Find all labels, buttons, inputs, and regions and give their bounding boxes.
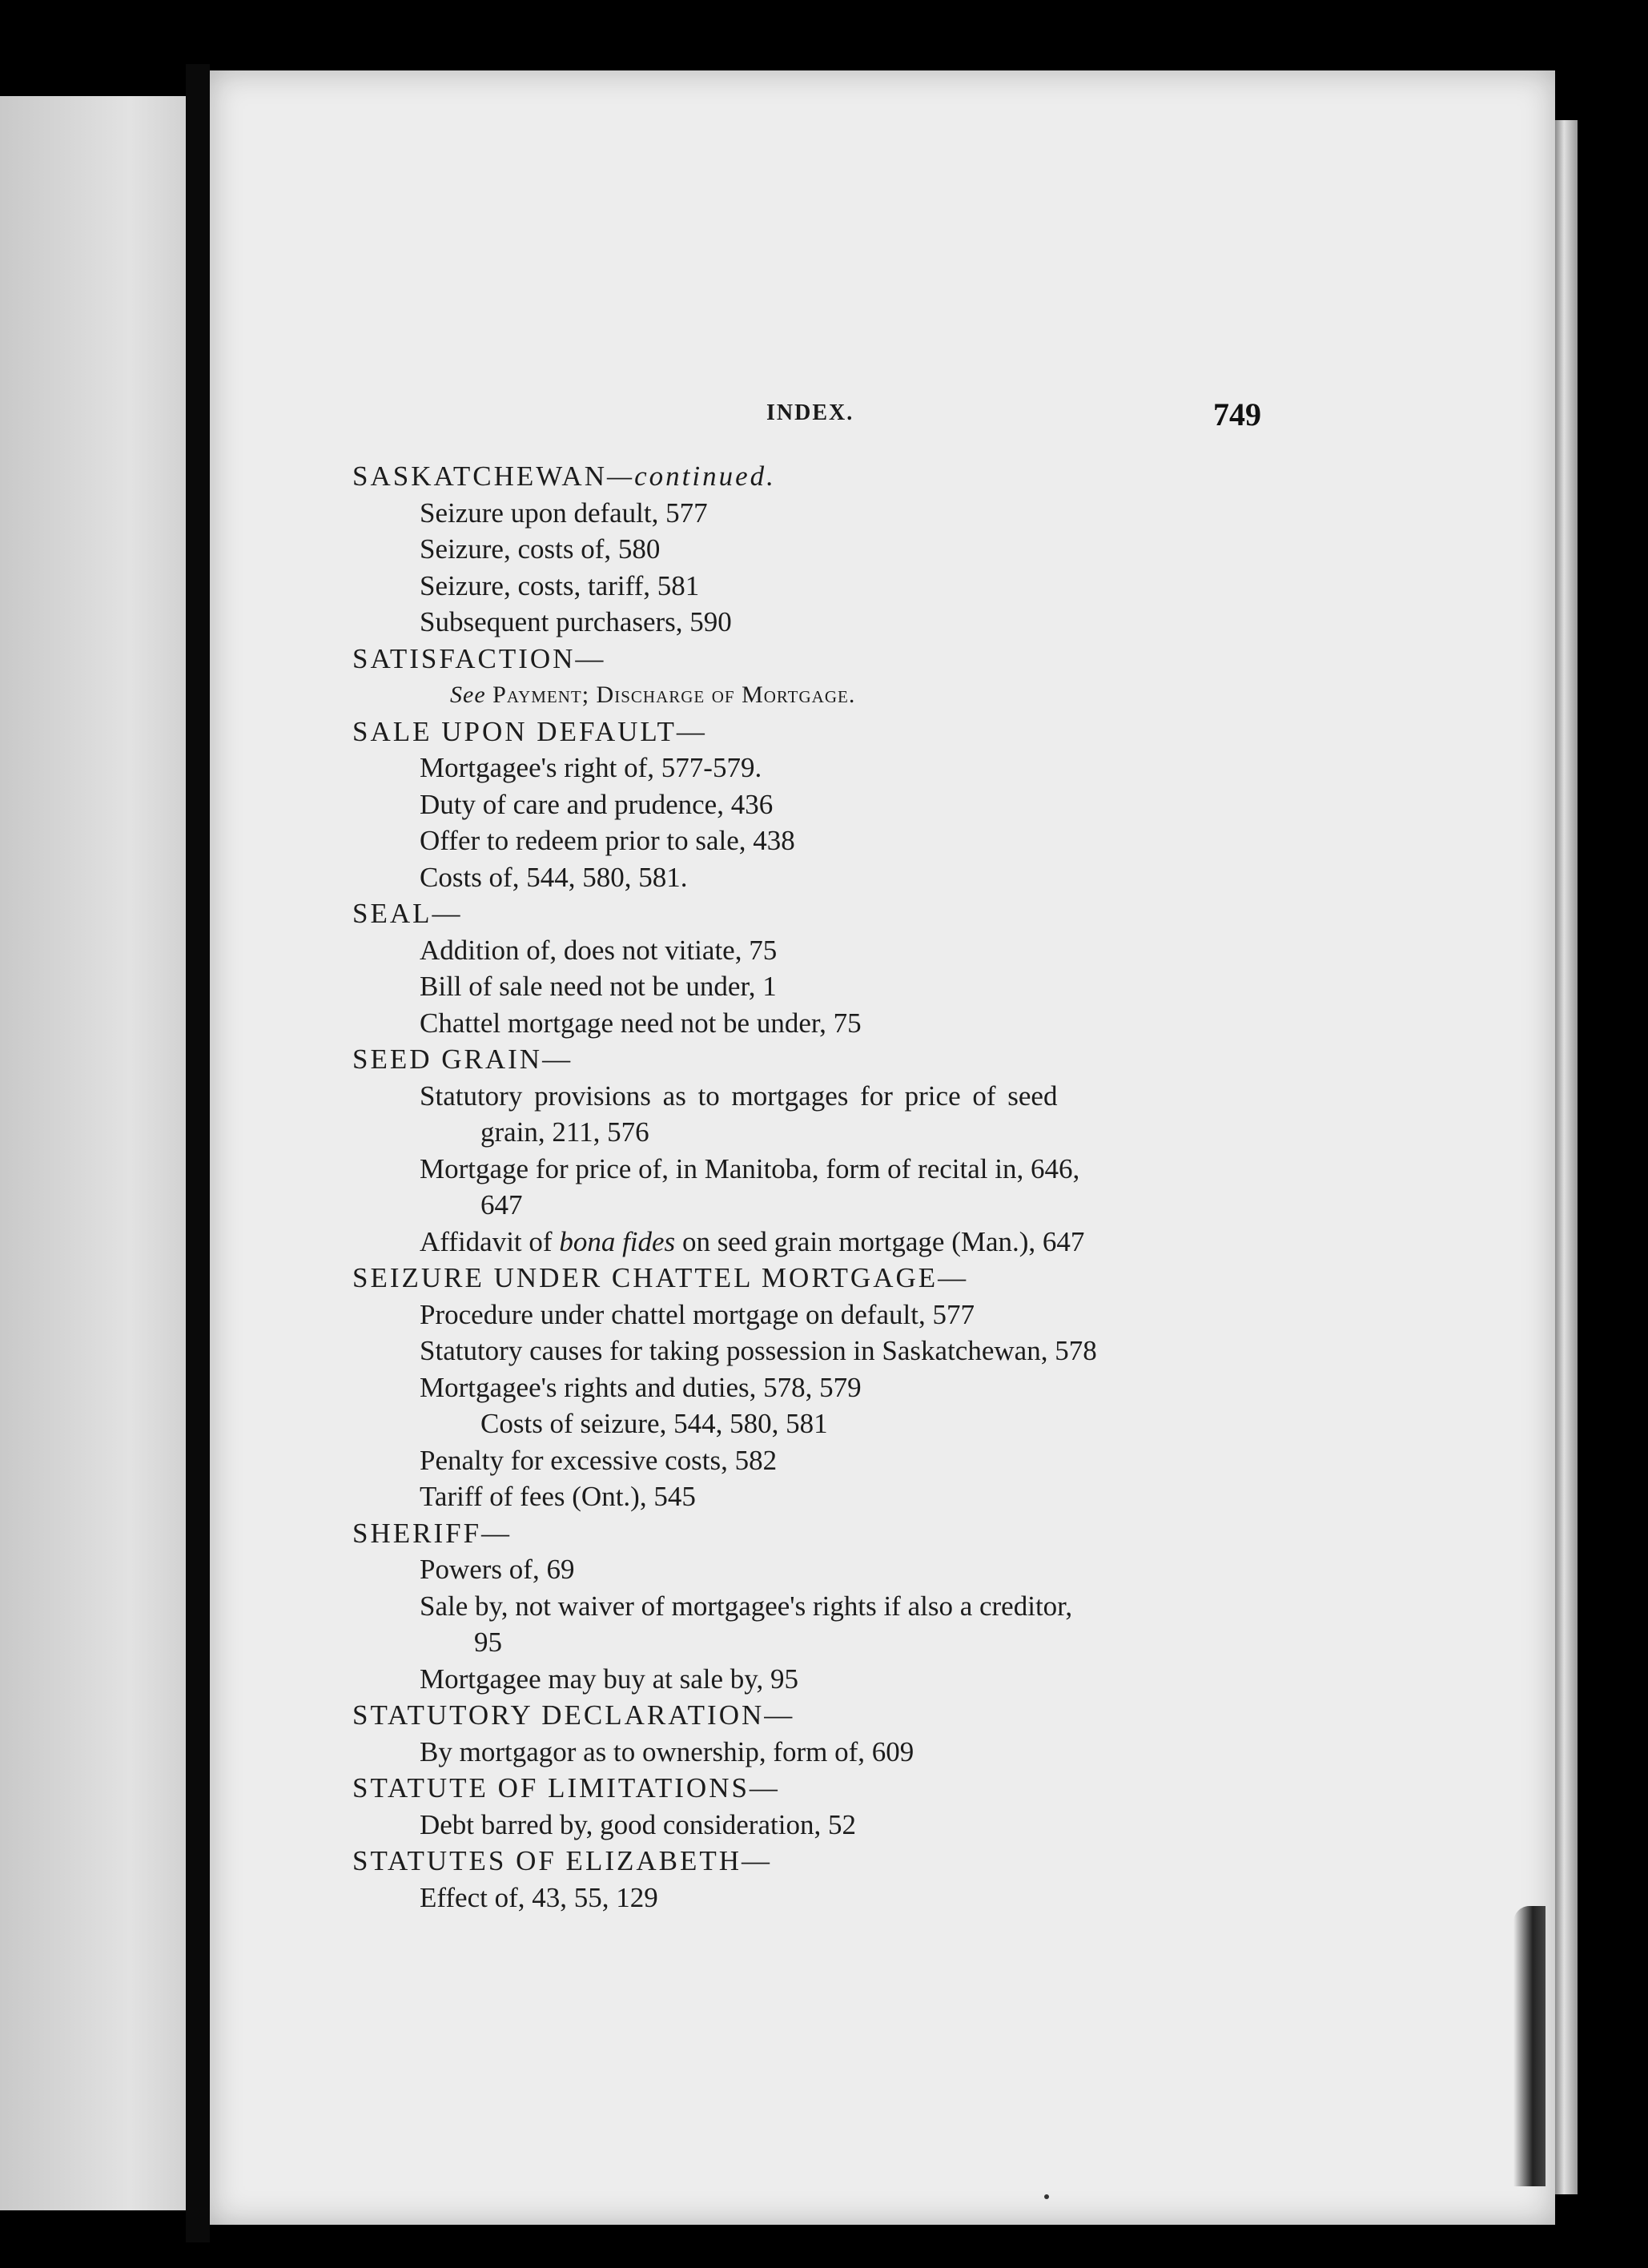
subentry: Chattel mortgage need not be under, 75 <box>420 1007 862 1039</box>
subentry: Mortgagee's right of, 577-579. <box>420 752 762 783</box>
subentry: By mortgagor as to ownership, form of, 609 <box>420 1735 914 1767</box>
entry-heading-statutes-of-elizabeth: STATUTES OF ELIZABETH— <box>352 1845 773 1876</box>
subentry: Powers of, 69 <box>420 1554 575 1585</box>
subentry-continuation: 95 <box>474 1627 502 1658</box>
subentry: Costs of, 544, 580, 581. <box>420 861 688 893</box>
entry-heading-statutory-declaration: STATUTORY DECLARATION— <box>352 1699 795 1731</box>
entry-heading-seed-grain: SEED GRAIN— <box>352 1044 573 1075</box>
subentry: Addition of, does not vitiate, 75 <box>420 934 778 966</box>
nested-subentry: Costs of seizure, 544, 580, 581 <box>480 1408 828 1439</box>
subentry: Seizure upon default, 577 <box>420 497 708 529</box>
entry-heading-statute-of-limitations: STATUTE OF LIMITATIONS— <box>352 1772 780 1804</box>
subentry: Offer to redeem prior to sale, 438 <box>420 825 795 856</box>
running-head-label: INDEX. <box>766 400 854 425</box>
book-gutter <box>186 64 210 2242</box>
entry-heading-sheriff: SHERIFF— <box>352 1517 512 1549</box>
running-head <box>210 396 1555 440</box>
continued-label: —continued. <box>606 460 776 492</box>
italic-term: bona fides <box>559 1225 676 1257</box>
subentry: Sale by, not waiver of mortgagee's rights if also a creditor, <box>420 1590 1073 1622</box>
subentry: Statutory provisions as to mortgages for price of seed <box>420 1080 1058 1112</box>
ink-speck <box>1044 2194 1049 2199</box>
subentry-continuation: grain, 211, 576 <box>480 1116 649 1148</box>
entry-heading-saskatchewan: SASKATCHEWAN—continued. <box>352 460 776 492</box>
subentry: Procedure under chattel mortgage on default, 577 <box>420 1298 975 1330</box>
subentry-continuation: 647 <box>480 1189 523 1220</box>
subentry: Mortgagee may buy at sale by, 95 <box>420 1663 799 1695</box>
entry-heading-sale-upon-default: SALE UPON DEFAULT— <box>352 715 707 747</box>
index-body <box>352 458 1473 1916</box>
subentry: Statutory causes for taking possession in Saskatchewan, 578 <box>420 1335 1097 1366</box>
see-targets: Payment; Discharge of Mortgage. <box>492 682 856 708</box>
subentry: Debt barred by, good consideration, 52 <box>420 1808 856 1840</box>
subentry: Duty of care and prudence, 436 <box>420 788 774 820</box>
subentry: Mortgage for price of, in Manitoba, form of recital in, 646, <box>420 1152 1080 1184</box>
subentry: Mortgagee's rights and duties, 578, 579 <box>420 1371 862 1403</box>
facing-page-edge <box>0 96 186 2210</box>
cross-reference <box>352 677 1473 714</box>
subentry: Subsequent purchasers, 590 <box>420 606 732 637</box>
entry-heading-seizure-under-chattel-mortgage: SEIZURE UNDER CHATTEL MORTGAGE— <box>352 1262 969 1293</box>
subentry: Seizure, costs of, 580 <box>420 533 661 565</box>
subentry: Seizure, costs, tariff, 581 <box>420 569 700 601</box>
page-number: 749 <box>1213 396 1261 432</box>
subentry: Effect of, 43, 55, 129 <box>420 1881 658 1913</box>
index-page <box>210 70 1555 2225</box>
see-label: See <box>450 682 486 708</box>
page-fore-edge <box>1555 120 1578 2194</box>
entry-heading-seal: SEAL— <box>352 898 463 929</box>
entry-heading-satisfaction: SATISFACTION— <box>352 642 606 674</box>
subentry: Tariff of fees (Ont.), 545 <box>420 1481 696 1512</box>
subentry: Affidavit of bona fides on seed grain mortgage (Man.), 647 <box>420 1225 1085 1257</box>
subentry: Bill of sale need not be under, 1 <box>420 971 777 1002</box>
subentry: Penalty for excessive costs, 582 <box>420 1444 778 1476</box>
page-curl-shadow <box>1513 1906 1546 2186</box>
